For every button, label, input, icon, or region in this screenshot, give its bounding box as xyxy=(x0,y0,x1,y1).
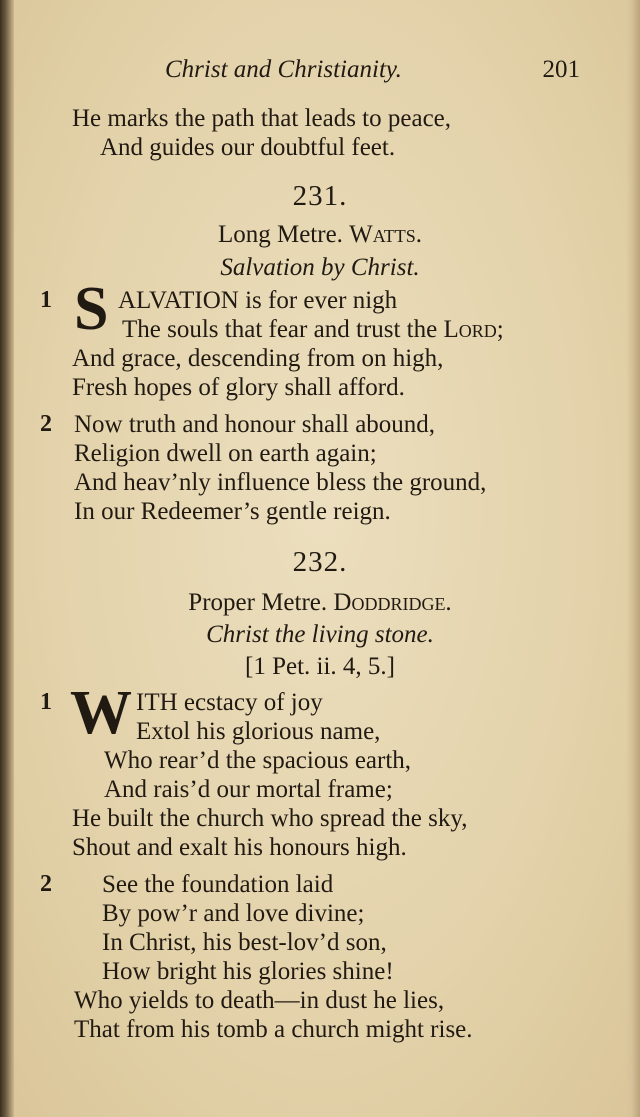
hymn-231-dropcap: S xyxy=(74,275,109,343)
page-number: 201 xyxy=(542,56,580,83)
hymn-232-v2-line-1: See the foundation laid xyxy=(102,871,334,898)
hymn-232-author: Doddridge. xyxy=(333,589,452,616)
hymn-231-verse-2-number: 2 xyxy=(40,411,52,437)
hymn-231-v2-line-4: In our Redeemer’s gentle reign. xyxy=(74,498,391,525)
hymn-232-metre: Proper Metre. xyxy=(188,589,328,616)
hymn-231-v1-line-2-wrap xyxy=(122,315,504,344)
hymn-231-v2-line-2: Religion dwell on earth again; xyxy=(74,440,377,467)
hymn-231-v1-line-2: The souls that fear and trust the xyxy=(122,316,438,343)
running-title: Christ and Christianity. xyxy=(165,56,402,83)
hymn-231-v1-line-1: ALVATION is for ever nigh xyxy=(118,287,398,314)
continuation-line-1: He marks the path that leads to peace, xyxy=(72,105,452,132)
running-header xyxy=(165,55,580,85)
hymn-232-reference: [1 Pet. ii. 4, 5.] xyxy=(245,653,395,680)
hymn-232-v2-line-5: Who yields to death—in dust he lies, xyxy=(74,987,445,1014)
hymn-232-v2-line-6: That from his tomb a church might rise. xyxy=(74,1016,473,1043)
hymn-231-v1-lord: Lord; xyxy=(443,316,504,343)
continuation-line-2: And guides our doubtful feet. xyxy=(100,134,396,161)
hymn-231-v2-line-3: And heav’nly influence bless the ground, xyxy=(74,469,487,496)
hymn-232-number: 232. xyxy=(292,546,348,578)
hymn-231-subtitle: Salvation by Christ. xyxy=(220,254,420,281)
hymn-232-subtitle: Christ the living stone. xyxy=(206,621,434,648)
hymn-232-v1-line-2: Extol his glorious name, xyxy=(136,718,381,745)
hymn-232-dropcap: W xyxy=(70,679,132,747)
hymn-232-metre-line xyxy=(0,588,640,617)
hymn-232-v1-line-1: ITH ecstacy of joy xyxy=(136,689,323,716)
hymn-231-author: Watts. xyxy=(349,221,423,248)
hymn-231-number: 231. xyxy=(292,180,348,212)
hymn-231-v1-line-4: Fresh hopes of glory shall afford. xyxy=(72,374,405,401)
hymn-231-metre: Long Metre. xyxy=(217,221,343,248)
hymn-232-verse-2-number: 2 xyxy=(40,871,52,897)
hymn-232-v1-line-6: Shout and exalt his honours high. xyxy=(72,834,407,861)
hymn-232-v1-line-4: And rais’d our mortal frame; xyxy=(104,776,393,803)
hymn-231-v2-line-1: Now truth and honour shall abound, xyxy=(74,411,436,438)
hymn-232-v1-line-5: He built the church who spread the sky, xyxy=(72,805,468,832)
hymn-232-v2-line-3: In Christ, his best-lov’d son, xyxy=(102,929,387,956)
hymn-232-verse-1-number: 1 xyxy=(40,689,52,715)
hymn-232-v2-line-2: By pow’r and love divine; xyxy=(102,900,365,927)
hymn-231-metre-line xyxy=(0,220,640,249)
hymn-232-v2-line-4: How bright his glories shine! xyxy=(102,958,394,985)
hymn-231-verse-1-number: 1 xyxy=(40,287,52,313)
hymn-232-v1-line-3: Who rear’d the spacious earth, xyxy=(104,747,412,774)
hymn-231-v1-line-3: And grace, descending from on high, xyxy=(72,345,444,372)
